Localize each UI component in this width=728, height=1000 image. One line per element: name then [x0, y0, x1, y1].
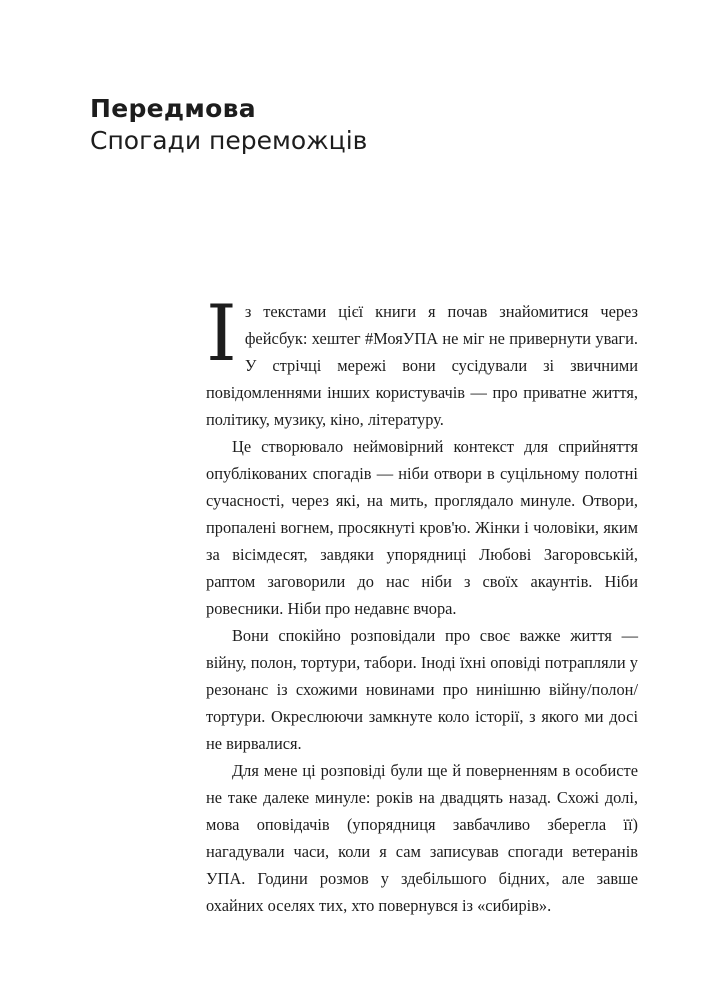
- paragraph-3: Вони спокійно розповідали про своє важке життя — війну, полон, тортури, табори. Іноді їхні оповіді потрапляли у резонанс із схожими новинами про нинішню війну/полон/тортури. Окреслюючи замкнуте коло історії, з якого ми досі не вирвалися.: [206, 626, 638, 753]
- paragraph-1-text: з текстами цієї книги я почав знайомитися через фейсбук: хештег #МояУПА не міг не привернути уваги. У стрічці мережі вони сусідували зі звичними повідомленнями інших користувачів — про приватне життя, політику, музику, кіно, літературу.: [206, 302, 638, 429]
- body-text: [206, 289, 638, 919]
- chapter-title: Передмова: [90, 94, 256, 123]
- paragraph-4: Для мене ці розповіді були ще й поверненням в особисте не таке далеке минуле: років на двадцять назад. Схожі долі, мова оповідачів (упорядниця завбачливо зберегла її) нагадували часи, коли я сам записував спогади ветеранів УПА. Години розмов у здебільшого бідних, але завше охайних оселях тих, хто повернувся із «сибирів».: [206, 761, 638, 915]
- paragraph-2: Це створювало неймовірний контекст для сприйняття опублікованих спогадів — ніби отвори в суцільному полотні сучасності, через які, на мить, проглядало минуле. Отвори, пропалені вогнем, просякнуті кров'ю. Жінки і чоловіки, яким за вісімдесят, завдяки упорядниці Любові Загоровській, раптом заговорили до нас ніби з своїх акаунтів. Ніби ровесники. Ніби про недавнє вчора.: [206, 437, 638, 618]
- chapter-heading: [90, 94, 367, 156]
- chapter-subtitle: Спогади переможців: [90, 126, 368, 155]
- drop-cap: І: [206, 289, 237, 379]
- paragraph-1: [206, 289, 638, 433]
